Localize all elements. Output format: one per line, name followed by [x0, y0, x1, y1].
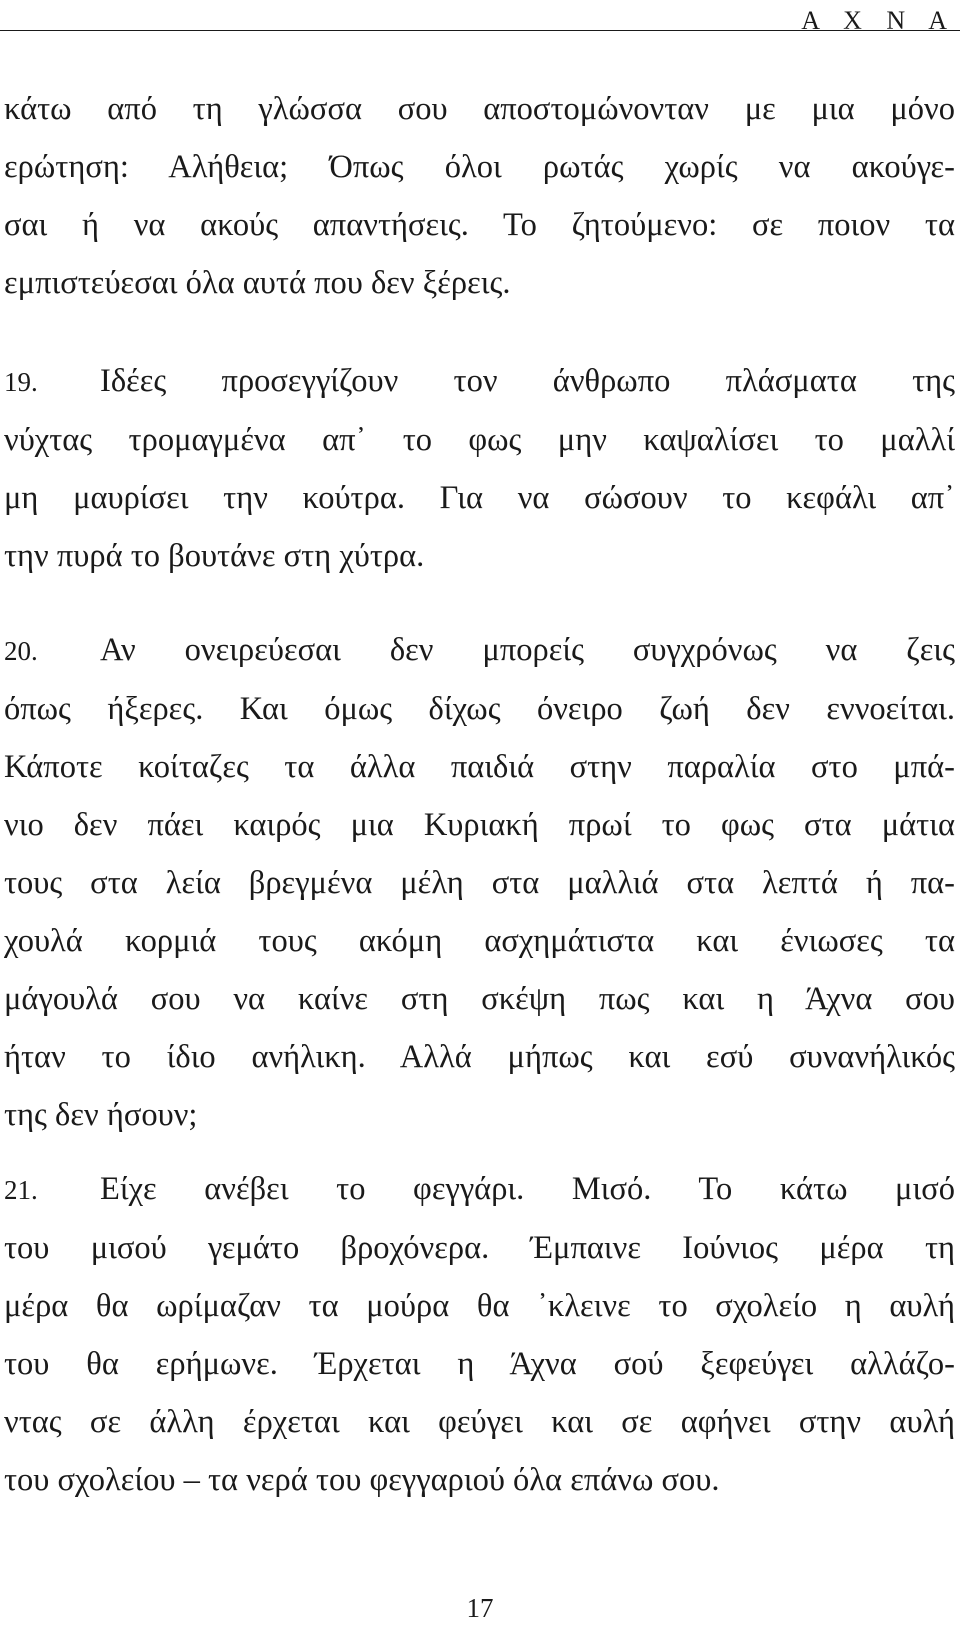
text-line: κάτω από τη γλώσσα σου αποστομώνονταν με μια μόνο	[4, 91, 955, 127]
text-line: όπως ήξερες. Και όμως δίχως όνειρο ζωή δεν εννοείται.	[4, 691, 955, 727]
running-head: Α Χ Ν Α	[801, 6, 956, 35]
header-rule	[0, 30, 960, 31]
paragraph-21	[4, 1160, 955, 1509]
text-line: ερώτηση: Αλήθεια; Όπως όλοι ρωτάς χωρίς να ακούγε-	[4, 149, 955, 185]
text-line: τους στα λεία βρεγμένα μέλη στα μαλλιά στα λεπτά ή πα-	[4, 865, 955, 901]
text-line-content: Αν ονειρεύεσαι δεν μπορείς συγχρόνως να ζεις	[100, 632, 955, 668]
paragraph-20	[4, 621, 955, 1144]
text-line: νύχτας τρομαγμένα απ᾽ το φως μην καψαλίσει το μαλλί	[4, 422, 955, 458]
text-line: Κάποτε κοίταζες τα άλλα παιδιά στην παραλία στο μπά-	[4, 749, 955, 785]
paragraph-number: 20.	[4, 636, 38, 666]
text-line: του σχολείου – τα νερά του φεγγαριού όλα επάνω σου.	[4, 1462, 720, 1498]
paragraph-number: 21.	[4, 1175, 38, 1205]
text-line: μάγουλά σου να καίνε στη σκέψη πως και η Άχνα σου	[4, 981, 955, 1017]
text-line	[4, 352, 955, 411]
text-line	[4, 621, 955, 680]
text-line: της δεν ήσουν;	[4, 1097, 198, 1133]
paragraph-continued	[4, 80, 955, 312]
page-number: 17	[466, 1593, 494, 1623]
text-line: ντας σε άλλη έρχεται και φεύγει και σε αφήνει στην αυλή	[4, 1404, 955, 1440]
paragraph-19	[4, 352, 955, 585]
paragraph-number: 19.	[4, 367, 38, 397]
text-line: μέρα θα ωρίμαζαν τα μούρα θα ᾽κλεινε το σχολείο η αυλή	[4, 1288, 955, 1324]
text-line: χουλά κορμιά τους ακόμη ασχημάτιστα και ένιωσες τα	[4, 923, 955, 959]
text-line-content: Είχε ανέβει το φεγγάρι. Μισό. Το κάτω μισό	[100, 1171, 955, 1207]
text-line: του θα ερήμωνε. Έρχεται η Άχνα σού ξεφεύγει αλλάζο-	[4, 1346, 955, 1382]
text-line: μη μαυρίσει την κούτρα. Για να σώσουν το κεφάλι απ᾽	[4, 480, 955, 516]
text-line: εμπιστεύεσαι όλα αυτά που δεν ξέρεις.	[4, 265, 511, 301]
text-line: σαι ή να ακούς απαντήσεις. Το ζητούμενο: σε ποιον τα	[4, 207, 955, 243]
text-line: την πυρά το βουτάνε στη χύτρα.	[4, 538, 425, 574]
text-line-content: Ιδέες προσεγγίζουν τον άνθρωπο πλάσματα της	[100, 363, 955, 399]
text-line	[4, 1160, 955, 1219]
text-line: του μισού γεμάτο βροχόνερα. Έμπαινε Ιούνιος μέρα τη	[4, 1230, 955, 1266]
text-line: νιο δεν πάει καιρός μια Κυριακή πρωί το φως στα μάτια	[4, 807, 955, 843]
text-line: ήταν το ίδιο ανήλικη. Αλλά μήπως και εσύ συνανήλικός	[4, 1039, 955, 1075]
